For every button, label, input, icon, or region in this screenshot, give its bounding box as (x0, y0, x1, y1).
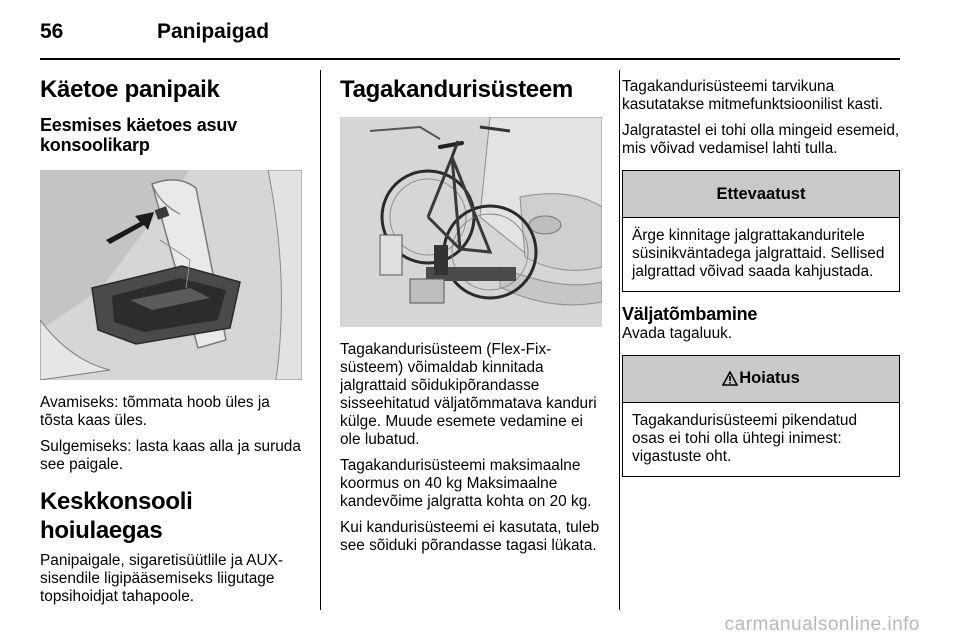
armrest-illustration (40, 170, 302, 380)
close-instruction: Sulgemiseks: lasta kaas alla ja suruda see paigale. (40, 438, 301, 474)
warning-header (623, 356, 899, 403)
column-3 (622, 72, 900, 477)
console-box-subheading: Eesmises käetoes asuv konsoolikarp (40, 114, 237, 156)
column-2 (340, 72, 602, 555)
center-console-text: Panipaigale, sigaretisüütlile ja AUX-sisendile ligipääsemiseks liigutage topsihoidjat tahapoole. (40, 551, 283, 605)
carrier-load-limit: Tagakandurisüsteemi maksimaalne koormus on 40 kg Maksimaalne kandevõime jalgratta kohta on 20 kg. (340, 456, 592, 510)
column-divider-2 (619, 70, 620, 610)
pull-out-subheading: Väljatõmbamine (622, 304, 758, 324)
loose-items-text: Jalgratastel ei tohi olla mingeid esemeid, mis võivad vedamisel lahti tulla. (622, 122, 900, 157)
caution-title: Ettevaatust (623, 171, 899, 218)
page-header (40, 20, 900, 48)
armrest-heading: Käetoe panipaik (40, 76, 220, 103)
page-number: 56 (40, 20, 64, 43)
accessory-text: Tagakandurisüsteemi tarvikuna kasutatakse mitmefunktsioonilist kasti. (622, 78, 883, 113)
open-instruction: Avamiseks: tõmmata hoob üles ja tõsta kaas üles. (40, 394, 270, 430)
center-console-heading: Keskkonsooli hoiulaegas (40, 488, 193, 544)
warning-triangle-icon (722, 371, 739, 386)
warning-text: Tagakandurisüsteemi pikendatud osas ei tohi olla ühtegi inimest: vigastuste oht. (632, 411, 858, 465)
watermark: carmanualsonline.info (724, 614, 920, 635)
caution-box (622, 170, 900, 292)
page-title: Panipaigad (157, 20, 270, 43)
rear-carrier-heading: Tagakandurisüsteem (340, 76, 573, 103)
column-divider-1 (320, 70, 321, 610)
warning-title: Hoiatus (739, 369, 800, 388)
header-rule (40, 58, 900, 60)
pull-out-step: Avada tagaluuk. (622, 324, 733, 342)
column-1 (40, 72, 305, 606)
warning-box (622, 355, 900, 477)
bike-carrier-illustration (340, 117, 602, 327)
carrier-stowing: Kui kandurisüsteemi ei kasutata, tuleb see sõiduki põrandasse tagasi lükata. (340, 518, 600, 554)
carrier-description: Tagakandurisüsteem (Flex-Fix-süsteem) võimaldab kinnitada jalgrattaid sõidukipõrandasse sisseehitatud väljatõmmatava kanduri külge. Muude esemete vedamine ei ole lubatud. (340, 340, 597, 448)
caution-text: Ärge kinnitage jalgrattakanduritele süsinikväntadega jalgrattaid. Sellised jalgrattad võivad saada kahjustada. (632, 227, 885, 280)
